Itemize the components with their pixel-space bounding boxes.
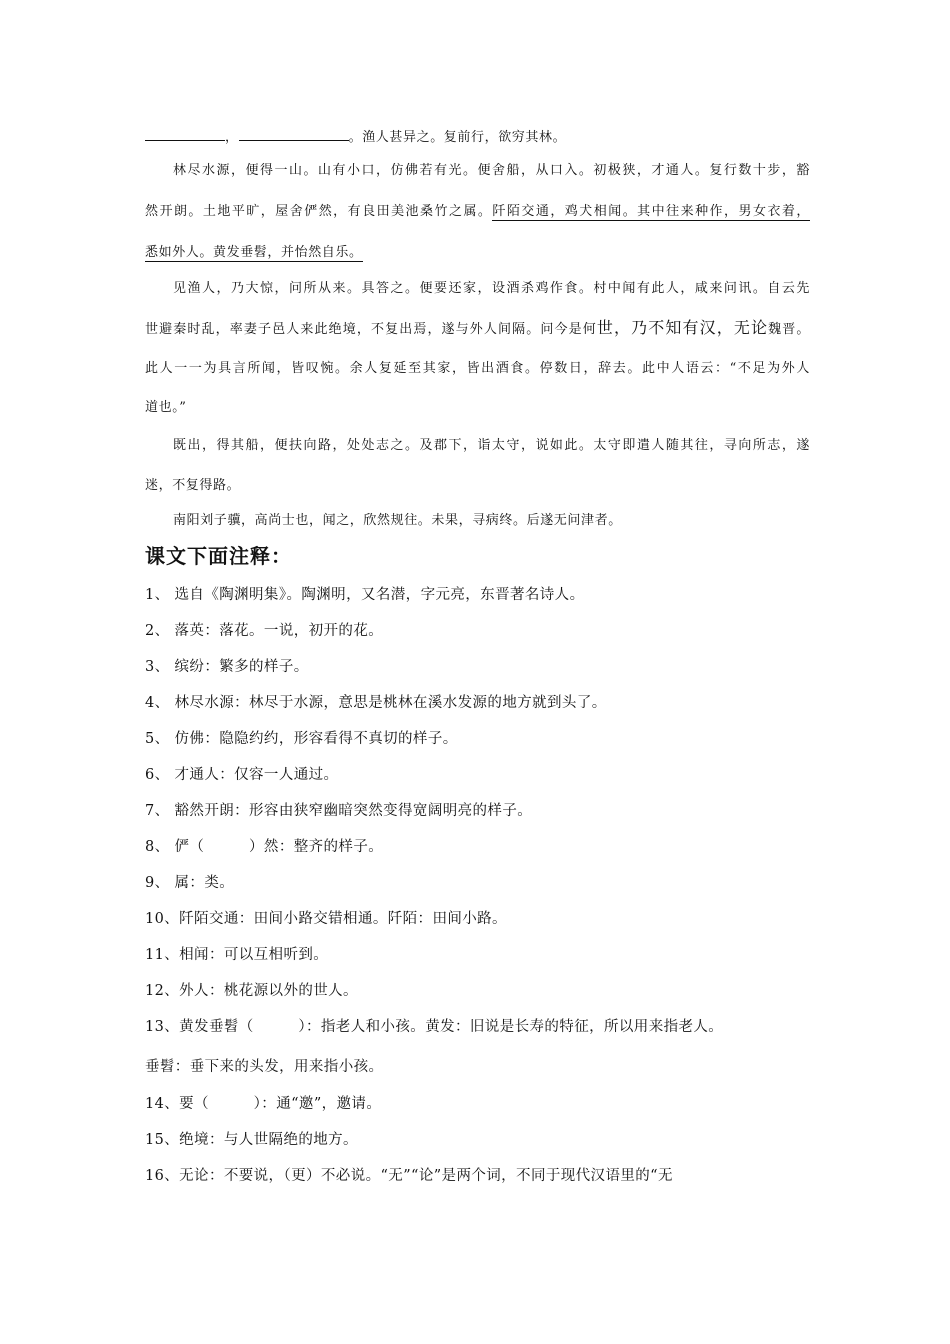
fill-blank-2[interactable] — [239, 128, 349, 141]
note-item: 1、 选自《陶渊明集》。陶渊明，又名潜，字元亮，东晋著名诗人。 — [145, 587, 585, 603]
passage-line: 南阳刘子骥，高尚士也，闻之，欣然规往。未果，寻病终。后遂无问津者。 — [173, 513, 622, 528]
note-item: 15、绝境：与人世隔绝的地方。 — [145, 1132, 358, 1148]
note-item: 12、外人：桃花源以外的世人。 — [145, 983, 358, 999]
fill-blank-1[interactable] — [145, 128, 225, 141]
passage-line: 然开朗。土地平旷，屋舍俨然，有良田美池桑竹之属。阡陌交通，鸡犬相闻。其中往来种作，男女衣着， — [145, 204, 811, 219]
underlined-text: 阡陌交通，鸡犬相闻。其中往来种作，男女衣着， — [492, 204, 811, 219]
underlined-text: 悉如外人。黄发垂髫，并怡然自乐。 — [145, 245, 363, 260]
passage-line: 世避秦时乱，率妻子邑人来此绝境，不复出焉，遂与外人间隔。问今是何世，乃不知有汉，无论魏晋。 — [145, 318, 810, 337]
note-item: 7、 豁然开朗：形容由狭窄幽暗突然变得宽阔明亮的样子。 — [145, 803, 533, 819]
note-item: 8、 俨（ ）然：整齐的样子。 — [145, 839, 384, 855]
note-item: 垂髫：垂下来的头发，用来指小孩。 — [145, 1059, 384, 1075]
passage-line-p0: ， 。渔人甚异之。复前行，欲穷其林。 — [145, 128, 566, 147]
passage-line: 此人一一为具言所闻，皆叹惋。余人复延至其家，皆出酒食。停数日，辞去。此中人语云：“不足为外人 — [145, 361, 810, 376]
note-item: 10、阡陌交通：田间小路交错相通。阡陌：田间小路。 — [145, 911, 507, 927]
note-item: 9、 属：类。 — [145, 875, 235, 891]
passage-line: 既出，得其船，便扶向路，处处志之。及郡下，诣太守，说如此。太守即遣人随其往，寻向所志，遂 — [173, 438, 810, 453]
passage-line — [145, 244, 363, 262]
passage-line: 迷，不复得路。 — [145, 478, 241, 493]
note-item: 14、要（ ）：通“邀”，邀请。 — [145, 1096, 382, 1112]
note-item: 3、 缤纷：繁多的样子。 — [145, 659, 309, 675]
note-item: 5、 仿佛：隐隐约约，形容看得不真切的样子。 — [145, 731, 458, 747]
note-item: 11、相闻：可以互相听到。 — [145, 947, 329, 963]
notes-heading: 课文下面注释： — [145, 544, 292, 568]
note-item: 16、无论：不要说，（更）不必说。“无”“论”是两个词，不同于现代汉语里的“无 — [145, 1168, 673, 1184]
note-item: 4、 林尽水源：林尽于水源，意思是桃林在溪水发源的地方就到头了。 — [145, 695, 607, 711]
passage-line: 见渔人，乃大惊，问所从来。具答之。便要还家，设酒杀鸡作食。村中闻有此人，咸来问讯。自云先 — [173, 281, 810, 296]
passage-line: 道也。” — [145, 400, 187, 415]
note-item: 2、 落英：落花。一说，初开的花。 — [145, 623, 384, 639]
passage-line: 林尽水源，便得一山。山有小口，仿佛若有光。便舍船，从口入。初极狭，才通人。复行数十步，豁 — [173, 163, 810, 178]
note-item: 13、黄发垂髫（ ）：指老人和小孩。黄发：旧说是长寿的特征，所以用来指老人。 — [145, 1019, 724, 1035]
note-item: 6、 才通人：仅容一人通过。 — [145, 767, 339, 783]
